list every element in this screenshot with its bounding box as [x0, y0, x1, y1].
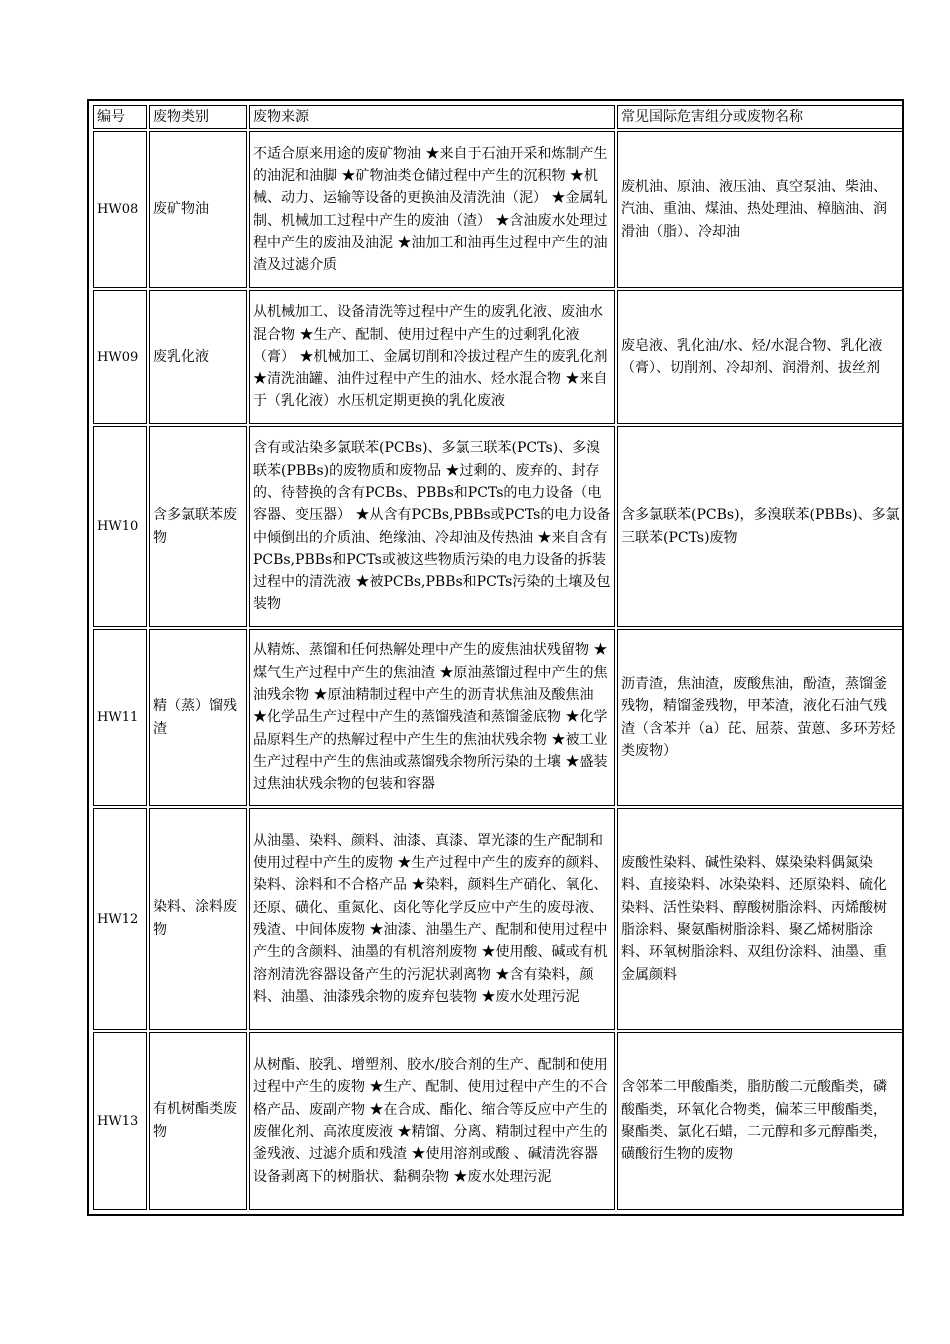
waste-category: 废矿物油 [149, 131, 247, 288]
hazardous-waste-table [91, 103, 906, 1212]
waste-code: HW09 [93, 290, 147, 424]
header-category: 废物类别 [149, 105, 247, 129]
table-row [93, 629, 904, 806]
waste-source: 不适合原来用途的废矿物油 ★来自于石油开采和炼制产生的油泥和油脚 ★矿物油类仓储过程中产生的沉积物 ★机械、动力、运输等设备的更换油及清洗油（泥） ★金属轧制、机械加工过程中产生的废油（渣） ★含油废水处理过程中产生的废油及油泥 ★油加工和油再生过程中产生的油渣及过滤介质 [249, 131, 615, 288]
waste-names: 废酸性染料、碱性染料、媒染染料偶氮染料、直接染料、冰染染料、还原染料、硫化染料、活性染料、醇酸树脂涂料、丙烯酸树脂涂料、聚氨酯树脂涂料、聚乙烯树脂涂料、环氧树脂涂料、双组份涂料、油墨、重金属颜料 [617, 808, 904, 1030]
waste-category: 含多氯联苯废物 [149, 426, 247, 627]
table-row [93, 1032, 904, 1210]
waste-source: 从油墨、染料、颜料、油漆、真漆、罩光漆的生产配制和使用过程中产生的废物 ★生产过程中产生的废弃的颜料、染料、涂料和不合格产品 ★染料，颜料生产硝化、氧化、还原、磺化、重氮化、卤化等化学反应中产生的废母液、残渣、中间体废物 ★油漆、油墨生产、配制和使用过程中产生的含颜料、油墨的有机溶剂废物 ★使用酸、碱或有机溶剂清洗容器设备产生的污泥状剥离物 ★含有染料，颜料、油墨、油漆残余物的废弃包装物 ★废水处理污泥 [249, 808, 615, 1030]
waste-names: 废皂液、乳化油/水、烃/水混合物、乳化液（膏）、切削剂、冷却剂、润滑剂、拔丝剂 [617, 290, 904, 424]
header-row [93, 105, 904, 129]
waste-source: 从树酯、胶乳、增塑剂、胶水/胶合剂的生产、配制和使用过程中产生的废物 ★生产、配制、使用过程中产生的不合格产品、废副产物 ★在合成、酯化、缩合等反应中产生的废催化剂、高浓度废液 ★精馏、分离、精制过程中产生的釜残液、过滤介质和残渣 ★使用溶剂或酸 、碱清洗容器设备剥离下的树脂状、黏稠杂物 ★废水处理污泥 [249, 1032, 615, 1210]
table-row [93, 131, 904, 288]
waste-code: HW08 [93, 131, 147, 288]
header-code: 编号 [93, 105, 147, 129]
waste-names: 含邻苯二甲酸酯类，脂肪酸二元酸酯类，磷酸酯类，环氧化合物类，偏苯三甲酸酯类，聚酯类、氯化石蜡，二元醇和多元醇酯类，磺酸衍生物的废物 [617, 1032, 904, 1210]
hazardous-waste-table-frame [87, 99, 904, 1216]
table-row [93, 290, 904, 424]
waste-code: HW10 [93, 426, 147, 627]
waste-source: 从精炼、蒸馏和任何热解处理中产生的废焦油状残留物 ★煤气生产过程中产生的焦油渣 ★原油蒸馏过程中产生的焦油残余物 ★原油精制过程中产生的沥青状焦油及酸焦油 ★化学品生产过程中产生的蒸馏残渣和蒸馏釜底物 ★化学品原料生产的热解过程中产生生的焦油状残余物 ★被工业生产过程中产生的焦油或蒸馏残余物所污染的土壤 ★盛装过焦油状残余物的包装和容器 [249, 629, 615, 806]
waste-category: 精（蒸）馏残渣 [149, 629, 247, 806]
waste-source: 从机械加工、设备清洗等过程中产生的废乳化液、废油水混合物 ★生产、配制、使用过程中产生的过剩乳化液（膏） ★机械加工、金属切削和冷拔过程产生的废乳化剂 ★清洗油罐、油件过程中产生的油水、烃水混合物 ★来自于（乳化液）水压机定期更换的乳化废液 [249, 290, 615, 424]
waste-code: HW12 [93, 808, 147, 1030]
waste-names: 含多氯联苯(PCBs)，多溴联苯(PBBs)、多氯三联苯(PCTs)废物 [617, 426, 904, 627]
waste-category: 废乳化液 [149, 290, 247, 424]
waste-code: HW13 [93, 1032, 147, 1210]
table-row [93, 808, 904, 1030]
header-names: 常见国际危害组分或废物名称 [617, 105, 904, 129]
waste-code: HW11 [93, 629, 147, 806]
header-source: 废物来源 [249, 105, 615, 129]
waste-names: 废机油、原油、液压油、真空泵油、柴油、汽油、重油、煤油、热处理油、樟脑油、润滑油（脂）、冷却油 [617, 131, 904, 288]
waste-source: 含有或沾染多氯联苯(PCBs)、多氯三联苯(PCTs)、多溴联苯(PBBs)的废物质和废物品 ★过剩的、废弃的、封存的、待替换的含有PCBs、PBBs和PCTs的电力设备（电容器、变压器） ★从含有PCBs,PBBs或PCTs的电力设备中倾倒出的介质油、绝缘油、冷却油及传热油 ★来自含有PCBs,PBBs和PCTs或被这些物质污染的电力设备的拆装过程中的清洗液 ★被PCBs,PBBs和PCTs污染的土壤及包装物 [249, 426, 615, 627]
waste-category: 有机树酯类废物 [149, 1032, 247, 1210]
waste-category: 染料、涂料废物 [149, 808, 247, 1030]
waste-names: 沥青渣，焦油渣，废酸焦油，酚渣，蒸馏釜残物，精馏釜残物，甲苯渣，液化石油气残渣（含苯并（a）芘、屈萘、萤蒽、多环芳烃类废物） [617, 629, 904, 806]
table-row [93, 426, 904, 627]
